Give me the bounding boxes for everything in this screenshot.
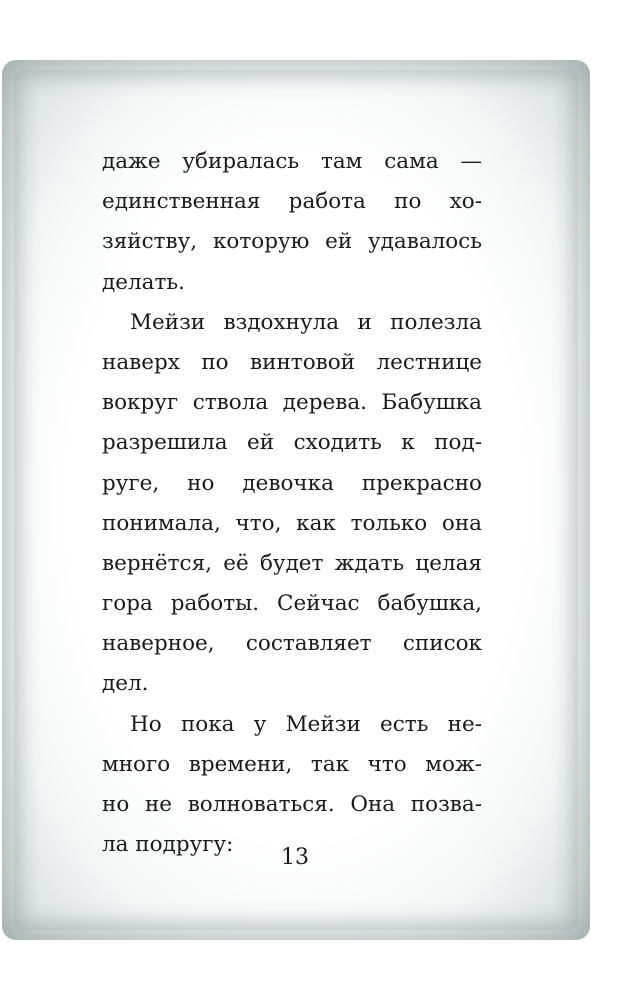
text-line: единственная работа по хо- (102, 189, 482, 215)
text-line: вокруг ствола дерева. Бабушка (102, 390, 482, 416)
text-line: зяйству, которую ей удавалось (102, 229, 482, 255)
text-line: руге, но девочка прекрасно (102, 470, 482, 496)
text-line: Но пока у Мейзи есть не- (130, 711, 482, 737)
text-line: ла подругу: (102, 832, 234, 858)
text-line: делать. (102, 269, 185, 295)
text-line: наверх по винтовой лестнице (102, 349, 482, 375)
text-line: понимала, что, как только она (102, 510, 482, 536)
text-line: но не волноваться. Она позва- (102, 792, 482, 817)
text-line: гора работы. Сейчас бабушка, (102, 591, 482, 617)
text-line: Мейзи вздохнула и полезла (130, 309, 482, 335)
text-line: много времени, так что мож- (102, 751, 482, 777)
text-line: разрешила ей сходить к под- (102, 430, 482, 456)
text-line: даже убиралась там сама — (102, 149, 482, 174)
text-line: дел. (102, 671, 149, 697)
page-number: 13 (281, 845, 309, 870)
body-text (102, 142, 482, 865)
text-line: наверное, составляет список (102, 631, 482, 657)
text-line: вернётся, её будет ждать целая (102, 550, 482, 576)
